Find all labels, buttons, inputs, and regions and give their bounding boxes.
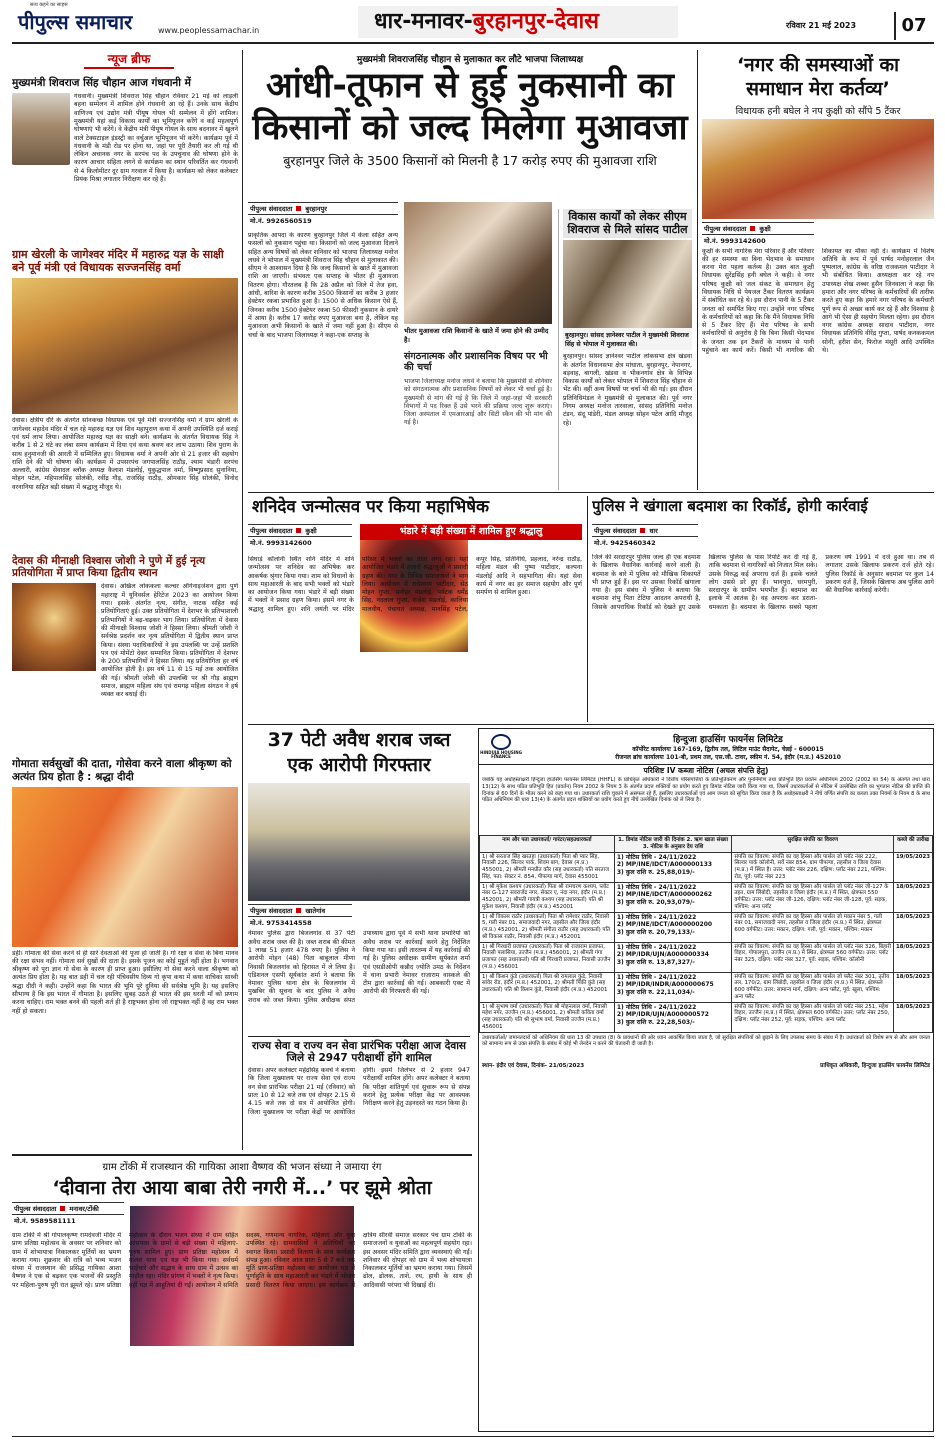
notice-intro: जबकि यह अधोहस्ताक्षरी हिन्दुजा हाउसिंग फायनेंस लिमिटेड (HHFL) के प्राधिकृत अधिकारी ने वित्तीय परिसंपत्तियों के प्रतिभूतिकरण और पुनर्निर्माण तथा प्रतिभूति हित प्रवर्तन अधिनियम 2002 (2002 का 54) के अंतर्गत तथा धारा 13(12) के साथ पठित प्रतिभूति हित (प्रवर्तन) नियम 2002 के नियम 3 के अंतर्गत प्रदत्त शक्तियों का प्रयोग करते हुए डिमांड नोटिस जारी किया गया था, जिसमें उधारकर्ताओं से नोटिस में उल्लेखित राशि का भुगतान नोटिस की प्राप्ति की दिनांक से 60 दिनों के भीतर करने को कहा गया था। उधारकर्ता राशि चुकाने में असफल रहे हैं, इसलिए उधारकर्ताओं एवं आम जनता को सूचित किया जाता है कि अधोहस्ताक्षरी ने नीचे वर्णित संपत्ति का कब्जा उक्त नियमों के नियम 8 के साथ पठित अधिनियम की धारा 13(4) के अंतर्गत प्रदत्त शक्तियों का प्रयोग करते हुए नीचे उल्लेखित दिनांक को ले लिया है। [482,777,930,804]
lead-subsection-title: संगठनात्मक और प्रशासनिक विषय पर भी की चर्चा [404,351,548,373]
notice-notice-date: 1) नोटिस तिथि - 24/11/2022 [616,1003,697,1011]
brand-logo: पीपुल्स समाचार [18,10,133,34]
mla-body: कुक्षी के सभी नागरिक मेरा परिवार हैं और परिवार की हर समस्या का बिना भेदभाव के समाधान करना मेरा पहला कर्तव्य है। उक्त बात कुक्षी विधायक सुरेंद्रसिंह हनी बघेल ने कही। वे नगर परिषद कुक्षी को जल संकट के समाधान हेतु विधायक निधि से पेयजल टैंकर वितरण कार्यक्रम में संबोधित कर रहे थे। इस दौरान पानी के 5 टैंकर जनता को समर्पित किए गए। उन्होंने नगर परिषद के कर्मचारियों को कहा कि कि मैंने विधायक निधि से 5 टैंकर दिए हैं। मेरा परिषद के सभी कर्मचारियों से अनुरोध है कि बिना किसी भेदभाव के जनता तक इन टैंकरों के माध्यम से पानी पहुंचाने का कार्य करें। किसी भी नागरिक की शिकायत का मौका नहीं दें। कार्यक्रम में विशेष अतिथि के रूप में पूर्व पार्षद मनोहरलाल जैन पुष्पलाल, कांग्रेस के वरिष्ठ राजकमल पाटीदार ने भी संबोधित किया। अध्यक्षता कर रहे नप उपाध्यक्ष शेख शब्बर हुसैन जिनवाला ने कहा कि हमारा और नगर परिषद के कर्मचारियों की तारीफ करते हुए कहा कि हमारे नगर परिषद के कर्मचारी पूर्ण रूप से अच्छा कार्य कर रहे हैं और विश्वास है आगे भी ऐसा ही सहयोग मिलता रहेगा। इस दौरान नगर कांग्रेस अध्यक्ष सादाव पाटीदार, नगर विधायक प्रतिनिधि वीरेंद्र गुप्ता, पार्षद कनककमल सोनी, हरीश सेन, फिरोज मंसूरी आदि उपस्थित थे। [702,247,934,355]
notice-amount: 3) कुल राशि रु. 22,11,034/- [616,988,695,996]
police-byline-box [592,524,698,548]
liquor-title-2: एक आरोपी गिरफ्तार [287,753,431,776]
section-title-red: बुरहानपुर-देवास [472,9,600,34]
notice-borrower: 1) श्री सरताज सिंह खरतहा (उधारकर्ता) पिता श्री प्यार सिंह, निवासी 226, सिल्वर पार्क, शिवम बाग, देवास (म.प्र.) 455001, 2) श्रीमती मनप्रीत कौर (सह उधारकर्ता) पति सरताज सिंह, पता: सेक्टर नं. 854, पीपल्या मार्ग, देवास 455001 [480,852,615,882]
mla-mobile: मो.नं. 9993142600 [704,236,766,245]
lead-right-divider [697,50,698,490]
notice-account: 2) MP/INE/IDCT/A000000262 [616,891,713,898]
notice-amount: 3) कुल राशि रु. 13,87,327/- [616,958,695,966]
page-number: 07 [894,12,932,40]
lead-headline-2: किसानों को जल्द मिलेगा मुआवजा [252,108,688,148]
notice-possession-date: 18/05/2023 [894,912,933,942]
liquor-mobile: मो.नं. 9753414558 [250,919,312,928]
brief-2-photo [12,278,238,414]
notice-notice-date: 1) नोटिस तिथि - 24/11/2022 [616,943,697,951]
notice-signatory: प्राधिकृत अधिकारी, हिन्दुजा हाउसिंग फायनेंस लिमिटेड [820,1062,930,1069]
notice-row [480,972,933,1002]
notice-amount: 3) कुल राशि रु. 20,79,133/- [616,928,695,936]
middle-horizontal-rule [248,492,934,493]
mla-subhead: विधायक हनी बघेल ने नप कुक्षी को सौंपे 5 टैंकर [735,105,901,117]
notice-possession-date: 19/05/2023 [894,852,933,882]
brief-1-photo [12,93,70,165]
notice-notice-date: 1) नोटिस तिथि - 24/11/2022 [616,913,697,921]
lower-horizontal-rule [248,724,934,725]
bhajan-byline: पीपुल्स संवाददाता मनावर/टोंकी [12,1202,124,1215]
col-date: कब्जे की तारीख [894,836,933,853]
masthead [0,0,945,44]
notice-amount: 3) कुल राशि रु. 25,88,019/- [616,868,695,876]
notice-amount: 3) कुल राशि रु. 22,28,503/- [616,1018,695,1026]
notice-account: 2) MP/IDR/INDR/A000000675 [616,981,714,988]
notice-loan-details [614,852,732,882]
shani-title: शनिदेव जन्मोत्सव पर किया महाभिषेक [252,497,490,517]
notice-possession-date: 18/05/2023 [894,882,933,912]
notice-property: संपत्ति का विवरण: संपत्ति का वह हिस्सा और पार्सल जो मकान नंबर 5, गली नंबर 01, समाजवादी नगर, तहसील व जिला इंदौर (म.प्र.) में स्थित, क्षेत्रफल 600 वर्गफीट। उत्तर: मकान, दक्षिण: गली, पूर्व: मकान, पश्चिम: मकान [732,912,894,942]
liquor-byline: पीपुल्स संवाददाता खातेगांव [248,904,352,917]
notice-row [480,942,933,972]
notice-possession-date: 18/05/2023 [894,972,933,1002]
mla-photo [702,119,934,219]
notice-row [480,1002,933,1032]
col-borrower: नाम और पता उधारकर्ता/ गारंटर/सहउधारकर्ता [480,836,615,853]
notice-row [480,882,933,912]
notice-property: संपत्ति का विवरण: संपत्ति का वह हिस्सा और पार्सल जो प्लॉट नंबर 222, सिल्वर पार्क कॉलोनी, सर्वे नंबर 854, ग्राम पीपल्या, तहसील व जिला देवास (म.प्र.) में स्थित है। उत्तर: प्लॉट नंबर 226, दक्षिण: प्लॉट नंबर 221, पश्चिम: रोड, पूर्व: प्लॉट नंबर 223 [732,852,894,882]
liquor-photo [248,783,470,901]
hinduja-notice [478,728,934,1432]
mp-meeting-box [558,209,692,490]
lead-photo [404,202,552,324]
notice-table-header [480,836,933,853]
mla-byline: पीपुल्स संवाददाता कुक्षी [702,222,814,235]
police-title: पुलिस ने खंगाला बदमाश का रिकॉर्ड, होगी कार्रवाई [592,497,868,515]
section-title-black: धार-मनावर- [374,9,473,34]
notice-row [480,852,933,882]
mp-box-title: विकास कार्यों को लेकर सीएम शिवराज से मिले सांसद पाटील [563,209,692,238]
mla-story [702,54,934,490]
notice-header [479,729,933,765]
brand-tagline: सत्य कहने का साहस [30,2,68,8]
notice-address-2: रीजनल ब्रांच कार्यालयः 101-बी, प्रथम तल, एस.जी. टावर, स्कीम नं. 54, इंदौर (म.प्र.) 452010 [615,754,841,761]
notice-property: संपत्ति का विवरण: संपत्ति का वह हिस्सा और पार्सल जो फ्लैट नंबर 301, तृतीय तल, 170/2, ग्राम लिंबोदी, तहसील व जिला इंदौर (म.प्र.) में स्थित, क्षेत्रफल 600 वर्गफीट। उत्तर: सामान्य मार्ग, दक्षिण: अन्य फ्लैट, पूर्व: खुला, पश्चिम: अन्य फ्लैट [732,972,894,1002]
shani-body: सिंघाड़े कॉलोनी स्थित शनि मंदिर में शनि जन्मोत्सव पर शनिदेव का अभिषेक कर आकर्षक श्रृंगार किया गया। शाम को विधानों के साथ महाआरती के बाद सभी भक्तों को भंडारे का आयोजन किया गया। भंडारे में बड़ी संख्या में भक्तों ने प्रसाद ग्रहण किया। इसमें नगर के श्रद्धालु शामिल हुए। शनि जयंती पर मंदिर परिसर में भक्तों का तांता लगा रहा। यहां आयोजित भंडारे में हजारों श्रद्धालुओं ने प्रसादी ग्रहण की। नगर के विभिन्न समाजजनों ने भाग लिया। आयोजन में राधेश्याम पाटीदार, सेठ मोहन गुप्ता, मनोहर मंडलोई, पर्यटक धर्मेंद्र सिंह, नंदलाल गुप्ता, राजेश मंडलोई, कालिया मालवीय, पंचायत अध्यक्ष, मानसिंह पटेल, कपूर सिंह, प्रतिनिधि, प्रहलाद, नरेन्द्र राठौड़, महिला मंडल की पुष्पा पाटीदार, कल्पना मंडलोई आदि ने सहभागिता की। यहां सेवा कार्य में नगर का हर समाज सहयोग और पूर्ण समर्पण से शामिल हुआ। [248,556,582,613]
news-brief-label: न्यूज ब्रीफ [84,50,174,69]
notice-row [480,912,933,942]
notice-account: 2) MP/IDR/UJN/A000000334 [616,951,709,958]
lead-headline-1: आंधी-तूफान से हुई नुकसानी का [266,66,674,106]
bottom-rule [12,1436,934,1437]
issue-date: रविवार 21 मई 2023 [786,21,857,30]
notice-property: संपत्ति का विवरण: संपत्ति का वह हिस्सा और पार्सल जो प्लॉट नंबर 326, बिहारी विहार, गोपालपुरा, उज्जैन (म.प्र.) में स्थित, क्षेत्रफल 560 वर्गफीट। उत्तर: प्लॉट नंबर 325, दक्षिण: प्लॉट नंबर 327, पूर्व: सड़क, पश्चिम: कॉलोनी [732,942,894,972]
section-title [358,6,678,38]
brief-3-photo [12,583,96,671]
notice-account: 2) MP/INE/IDCT/A000000133 [616,861,713,868]
news-brief-column [12,50,238,1150]
mp-box-photo [563,240,692,328]
notice-notice-date: 1) नोटिस तिथि - 24/11/2022 [616,883,697,891]
lead-subhead: बुरहानपुर जिले के 3500 किसानों को मिलनी है 17 करोड़ रुपए की मुआवजा राशि [283,153,657,168]
brief-1-title: मुख्यमंत्री शिवराज सिंह चौहान आज गंधवानी में [12,77,191,89]
notice-table [479,835,933,1033]
notice-appendix: परिशिष्ट IV कब्जा नोटिस (अचल संपत्ति हेतु) [643,766,769,775]
shani-byline-box [248,524,352,548]
lead-story [248,52,692,490]
bhajan-mobile: मो.नं. 9589581111 [14,1217,76,1225]
notice-property: संपत्ति का विवरण: संपत्ति का वह हिस्सा और पार्सल जो प्लॉट नंबर 251, महेश विहार, उज्जैन (म.प्र.) में स्थित, क्षेत्रफल 600 वर्गफीट। उत्तर: प्लॉट नंबर 250, दक्षिण: प्लॉट नंबर 252, पूर्व: सड़क, पश्चिम: अन्य प्लॉट [732,1002,894,1032]
mp-box-body: बुरहानपुर। सांसद ज्ञानेश्वर पाटील लोकसभा क्षेत्र खंडवा के अंतर्गत विधानसभा क्षेत्र मांधाता, बुरहानपुर, नेपानगर, बड़वाह, बागली, खंडवा व भीकनगांव क्षेत्र के विभिन्न विकास कार्यों को लेकर भोपाल में शिवराज सिंह चौहान से भेंट की। वहीं अन्य विषयों पर चर्चा भी की गई। इस दौरान प्रतिनिधिमंडल ने मुख्यमंत्री से मुलाकात की। पूर्व नगर निगम अध्यक्ष मनोज तारवाला, सांसद प्रतिनिधि मनोज टंडन, संदू पांडेरी, मंडल अध्यक्ष सोहन पटेल आदि मौजूद रहे। [563,353,692,427]
notice-company: हिन्दुजा हाउसिंग फायनेंस लिमिटेड [673,735,783,745]
notice-loan-details [614,942,732,972]
liquor-story [248,728,470,1034]
notice-borrower: 1) श्री गिरधारी प्रजापत (उधारकर्ता) पिता श्री राजाराम प्रजापत, निवासी पलासिया, उज्जैन (म.प्र.) 456001, 2) श्रीमती गंगा प्रजापत (सह उधारकर्ता) पति श्री गिरधारी प्रजापत, निवासी उज्जैन (म.प्र.) 456001 [480,942,615,972]
lead-subsection-body: भाजपा जिलाध्यक्ष मनोज लधवे ने बताया कि मुख्यमंत्री से शनिवार को संगठनात्मक और प्रशासनिक विषयों को लेकर भी चर्चा हुई है। मुख्यमंत्री से मांग की गई है कि जिले में जहां-जहां भी सरकारी विभागों में पद रिक्त हैं उसे भरने की प्रक्रिया जल्द शुरू कराएं। जिला अस्पताल में एमआरआई और सिटी स्कैन की भी मांग की गई है। [404,378,552,427]
notice-property: संपत्ति का विवरण: संपत्ति का वह हिस्सा और पार्सल जो प्लॉट नंबर जी-127 के तहत, ग्राम लिंबोदी, तहसील व जिला इंदौर (म.प्र.) में स्थित, क्षेत्रफल 550 वर्गफीट। उत्तर: प्लॉट नंबर जी-126, दक्षिण: प्लॉट नंबर जी-128, पूर्व: सड़क, पश्चिम: अन्य प्लॉट [732,882,894,912]
notice-footer [479,1061,933,1069]
notice-address-1: कॉर्पोरेट कार्यालयः 167-169, द्वितीय तल, लिटिल माउंट सैदापेट, चेन्नई - 600015 [632,746,824,753]
notice-loan-details [614,912,732,942]
notice-possession-date: 18/05/2023 [894,942,933,972]
notice-amount: 3) कुल राशि रु. 20,93,079/- [616,898,695,906]
masthead-rule [12,42,934,44]
brief-2-body: देवास। क्षेत्रीय दौरे के अंतर्गत सोनकच्छ विधायक एवं पूर्व मंत्री सज्जनसिंह वर्मा ने ग्राम खेरली के जागेश्वर महादेव मंदिर में चल रहे महारुद्र यज्ञ एवं शिव महापुराण कथा में अपनी उपस्थिति दर्ज कराई एवं धर्म लाभ लिया। आयोजित महारुद्र यज्ञ का साक्षी बने। कार्यक्रम के अंतर्गत विधायक सिंह ने करीब 1 से 2 घंटे का लंबा समय कार्यक्रम में दिया एवं कथा श्रवण कर लाभ उठाया। शिव पुराण के साथ हनुमानजी की आरती में सम्मिलित हुए। विधायक वर्मा ने अपनी ओर से 21 हजार की सहयोग राशि देने की भी घोषणा की। कार्यक्रम में उपसरपंच जगपालसिंह राठौड़, श्याम भंडारी सरपंच अल्लारी, कांग्रेस सेवादल ब्लॉक अध्यक्ष कैलाश मंडलोई, युकुद्धपाल वर्मा, विष्णुप्रसाद सुनानिया, मोहन पटेल, महिपालसिंह सोलंकी, रवींद्र गौड़, राजसिंह राठौड़, ओमकार सिंह सोलंकी, विनोद वरनानिया सहित बड़ी संख्या में श्रद्धालु मौजूद थे। [12,417,238,491]
brief-2-title: ग्राम खेरली के जागेश्वर मंदिर में महारुद्र यज्ञ के साक्षी बने पूर्व मंत्री एवं विधायक सज्जनसिंह वर्मा [12,248,224,274]
notice-loan-details [614,882,732,912]
exam-title: राज्य सेवा व राज्य वन सेवा प्रारंभिक परीक्षा आज देवास जिले से 2947 परीक्षार्थी होंगे शामिल [251,1040,467,1065]
notice-borrower: 1) श्री किशन कुंडे (उधारकर्ता) पिता श्री रामलाल कुंडे, निवासी सांवेर रोड, इंदौर (म.प्र.) 452001, 2) श्रीमती पिंकी कुंडे (सह उधारकर्ता) पति श्री किशन कुंडे, निवासी इंदौर (म.प्र.) 452001 [480,972,615,1002]
notice-loan-details [614,1002,732,1032]
exam-story [248,1036,470,1152]
mp-box-caption: बुरहानपुर। सांसद ज्ञानेश्वर पाटील ने मुख्यमंत्री शिवराज सिंह से भोपाल में मुलाकात की। [563,328,692,350]
police-story [592,496,934,722]
police-mobile: मो.नं. 9425460342 [594,539,656,547]
police-byline: पीपुल्स संवाददाता धार [592,524,698,537]
lead-body: प्राकृतिक आपदा के कारण बुरहानपुर जिले में केला सहित अन्य फसलों को नुकसान पहुंचा था। किसानों को जल्द मुआवजा दिलाने सहित अन्य विषयों को लेकर शनिवार को भाजपा जिलाध्यक्ष मनोज लधवे ने भोपाल में मुख्यमंत्री शिवराज सिंह चौहान से मुलाकात की। सीएम ने आश्वासन दिया है कि जल्द किसानों के खाते में मुआवजा राशि आ जाएगी। संभवतः एक सप्ताह के भीतर ही मुआवजा वितरण होगा। गौरतलब है कि 28 अप्रैल को जिले में तेज हवा, आंधी, बारिश के कारण करीब 3500 किसानों का करीब 3 हजार हेक्टेयर रकबा प्रभावित हुआ है। 1500 से अधिक किसान ऐसे हैं, जिनका करीब 1500 हेक्टेयर रकबा 50 फीसदी नुकसान के दायरे में आया है। करीब 17 करोड़ रुपए मुआवजा बना है, लेकिन यह मुआवजा अभी किसानों के खाते में जमा नहीं हुआ है। सीएम से चर्चा के बाद भाजपा जिलाध्यक्ष ने कहा-एक सप्ताह के [248,232,398,339]
bhajan-body: ग्राम टोंकी में श्री गोपालकृष्ण रामदेवजी मंदिर में प्राण प्रतिष्ठा महोत्सव के अवसर पर शनिवार को ग्राम में शोभायात्रा निकालकर मूर्तियों का भ्रमण कराया गया। शुक्रवार की रात्रि को भव्य भजन संध्या में राजस्थान की प्रसिद्ध गायिका आशा वैष्णव ने एक से बढ़कर एक भजनों की प्रस्तुति पर महिला-पुरुष पूरी रात झूमते रहे। प्राण प्रतिष्ठा महोत्सव के दौरान भजन संध्या में ग्राम सहित आसपास के ग्रामों से बड़ी संख्या में महिलाएं-पुरुष शामिल हुए। प्राण प्रतिष्ठा महोत्सव में कलश यात्रा एवं यज्ञ भी किया गया। सर्वधर्म भाईचारे और सद्भाव के साथ ग्राम में उत्सव का माहौल रहा। मंदिर प्रांगण में भक्तों ने नृत्य किया। वहीं यज्ञ में आहुतियां दी गईं। आयोजन में समिति सदस्य, गणमान्य नागरिक, महिलाएं और युवा उपस्थित रहे। ग्रामवासियों ने अतिथियों का स्वागत किया। प्रसादी वितरण के साथ कार्यक्रम संपन्न हुआ। रविवार आज प्रातः 5 से 7 बजे तक मूर्ति प्राण-प्रतिष्ठा महोत्सव का आयोजन यज्ञ में पूर्णाहुति के साथ महाआरती कर भंडारे में भोजन प्रसादी वितरण किया जाएगा। इस कार्यक्रम में क्षत्रिय सीरवी समाज सरकार पंच ग्राम टोंकी के समाजजनों व युवाओं का महत्वपूर्ण सहयोग रहा। इस अवसर मंदिर समिति द्वारा व्यवस्थाएं की गईं। शनिवार की दोपहर को ग्राम में भव्य शोभायात्रा निकालकर मूर्तियों का भ्रमण कराया गया। जिसमें ढोल, ढोलक, ताशे, रथ, हाथी के साथ ही आदिवासी परंपरा भी दिखाई दी। [12,1232,472,1289]
bhajan-story [12,1154,472,1436]
bhajan-kicker: ग्राम टोंकी में राजस्थान की गायिका आशा वैष्णव की भजन संध्या ने जमाया रंग [102,1162,382,1173]
liquor-title-1: 37 पेटी अवैध शराब जब्त [267,729,451,751]
shani-byline: पीपुल्स संवाददाता कुक्षी [248,524,352,537]
notice-place: स्थान- इंदौर एवं देवास, दिनांक- 21/05/2023 [482,1062,585,1069]
mla-title-2: समाधान मेरा कर्तव्य’ [746,77,890,100]
brief-4-title: गोमाता सर्वसुखों की दाता, गोसेवा करने वाला श्रीकृष्ण को अत्यंत प्रिय होता है : श्रद्धा दीदी [12,758,232,783]
bhajan-title: ‘दीवाना तेरा आया बाबा तेरी नगरी में...’ पर झूमे श्रोता [52,1177,432,1199]
brief-4-body: डही। गोमाता की सेवा करने से ही सारे देवताओं की पूजा हो जाती है। गो रक्षा व सेवा के बिना मानव की रक्षा संभव नहीं। गोमाता सर्व सुखों की दाता है। इसके पूजन का कोई मुहूर्त नहीं होता है। भगवान श्रीकृष्ण को पूरा ज्ञान गो सेवा के कारण ही प्राप्त हुआ। इसीलिए गो सेवा करने वाला श्रीकृष्ण को अत्यंत प्रिय होता है। यह बात डही में चल रही पंचिवसीय दिव्य गो कृपा कथा में कथा वाचिका साध्वी श्रद्धा दीदी ने कही। उन्होंने कहा कि भारत की भूमि पूरे दुनिया की सर्वश्रेष्ठ भूमि है। यह इसलिए सौभाग्य है कि इस भारत में गौमाता है। इसलिए सुबह उठते ही भारत की इस धरती माँ को प्रणाम करना चाहिए। राम भक्त बनने की पहली शर्त ही है राष्ट्रभक्त होना जो राष्ट्रभक्त नहीं है वह राम भक्त नहीं हो सकता। [12,949,238,1015]
lead-photo-caption: भीतर मुआवजा राशि किसानों के खाते में जमा होने की उम्मीद है। [404,327,549,344]
mla-title-1: ‘नगर की समस्याओं का [736,54,900,76]
bhajan-byline-box [12,1202,124,1226]
notice-footnote: उधारकर्ताओं/ जमानतदारों को अधिनियम की धारा 13 की उपधारा (8) के प्रावधानों की ओर ध्यान आकर्षित किया जाता है, जो सुरक्षित संपत्तियों को छुड़ाने के लिए उपलब्ध समय के संबंध में है। उधारकर्ता को विशेष रूप से और आम जनता को सामान्य रूप से उक्त संपत्ति के संबंध में कोई भी लेनदेन न करने की चेतावनी दी जाती है। [482,1034,930,1048]
notice-borrower: 1) श्री विकास राठौर (उधारकर्ता) पिता श्री रामेश्वर राठौर, निवासी 5, गली नंबर 01, समाजवादी नगर, तहसील और जिला इंदौर (म.प्र.) 452001, 2) श्रीमती संगीता राठौर (सह उधारकर्ता) पति श्री विकास राठौर, निवासी इंदौर (म.प्र.) 452001 [480,912,615,942]
hinduja-logo-mark [491,734,511,750]
shani-story [248,496,582,722]
liquor-body: नेमावर पुलिस द्वारा बिजलगांव से 37 पेटी अवैध शराब जब्त की है। जब्त शराब की कीमत 1 लाख 51 हजार 478 रुपए है। पुलिस ने आरोपी मोहन (48) पिता बाबूलाल मीणा निवासी बिजलगांव को हिरासत में ले लिया है। एडिशनल एसपी सूर्यकांत शर्मा ने बताया कि नेमावर पुलिस थाना क्षेत्र के बिजलगांव में मुखबिर की सूचना के बाद पुलिस ने अवैध शराब को जब्त किया। पुलिस अधीक्षक संपत उपाध्याय द्वारा पूर्व में सभी थाना प्रभारियों को अवैध शराब पर कार्रवाई करने हेतु निर्देशित किया गया था। इसी तारतम्य में यह कार्रवाई की गई है। पुलिस अधीक्षक ग्रामीण सूर्यकांत शर्मा एवं एसडीओपी कन्नौद ज्योति उमठ के निर्देशन में थाना प्रभारी नेमावर राजाराम वास्कले की टीम द्वारा कार्रवाई की गई। आबकारी एक्ट में आरोपी की गिरफ्तारी की गई। [248,930,470,1004]
col-notice: 1. डिमांड नोटिस जारी की दिनांक 2. ऋण खाता संख्या 3. नोटिस के अनुसार देय राशि [614,836,732,853]
shani-police-divider [587,496,588,722]
site-url[interactable]: www.peoplessamachar.in [158,26,260,35]
brief-1-body: गंधवानी। मुख्यमंत्री शिवराज सिंह चौहान रविवार 21 मई को लाड़ली बहना सम्मेलन में शामिल होने गंधवानी आ रहे हैं। उनके साथ केंद्रीय वाणिज्य एवं उद्योग मंत्री पीयूष गोयल भी सम्मेलन में होंगे शामिल। मुख्यमंत्री यहां कई विकास कार्यों का भूमिपूजन करेंगे व कई महत्वपूर्ण घोषणाएं भी करेंगे। वे केंद्रीय मंत्री पीयूष गोयल के साथ बदनावर में खुलने वाले टेक्सटाइल इंडस्ट्री का वर्चुअल भूमिपूजन भी करेंगे। कार्यक्रम पूर्व में गंधवानी के मंडी रोड पर होना था, जहां पर पूरी तैयारी कर ली गई थी लेकिन अचानक नगर के सरपंच पद के उपचुनाव की घोषणा होने के कारण आचार संहिता लगने से कार्यक्रम का स्थान परिवर्तित कर गंधवानी से 4 किलोमीटर दूर ग्राम गरवाल में किया है। कार्यक्रम को लेकर कलेक्टर प्रियंक मिश्रा लगातार निरीक्षण कर रहे हैं। [74,93,238,184]
hinduja-logo: HINDUJA HOUSING FINANCE [479,730,523,764]
shani-mobile: मो.नं. 9993142600 [250,539,312,547]
col-property: सुरक्षित संपत्ति का विवरण [732,836,894,853]
exam-body: देवास। अपर कलेक्टर महेंद्रसिंह कवचे ने बताया कि जिला मुख्यालय पर राज्य सेवा एवं राज्य वन सेवा प्रारंभिक परीक्षा 21 मई (रविवार) को प्रातः 10 से 12 बजे तक एवं दोपहर 2.15 से 4.15 बजे तक दो सत्र में आयोजित होगी। जिला मुख्यालय पर परीक्षा केंद्रों पर आयोजित होगी। इसमें जिलेभर से 2 हजार 947 परीक्षार्थी शामिल होंगे। अपर कलेक्टर ने बताया कि परीक्षा शांतिपूर्ण एवं सुचारू रूप से संपन्न कराने हेतु प्रत्येक परीक्षा केंद्र पर आवश्यक निरीक्षण करने हेतु उड़नदस्ते का गठन किया है। [248,1067,470,1116]
notice-possession-date: 18/05/2023 [894,1002,933,1032]
lead-mobile: मो.नं. 9926560519 [250,217,312,225]
notice-borrower: 1) श्री मुकेश कश्यप (उधारकर्ता) पिता श्री रामचरण कश्यप, प्लॉट नंबर G-127 सवराजेंद्र नगर, सेक्टर ए, नंदा नगर, इंदौर (म.प्र.) 452001, 2) श्रीमती गायत्री कश्यप (सह उधारकर्ता) पति श्री मुकेश कश्यप, निवासी इंदौर (म.प्र.) 452001 [480,882,615,912]
shani-photo-banner: भंडारे में बड़ी संख्या में शामिल हुए श्रद्धालु [360,524,582,540]
lead-kicker: मुख्यमंत्री शिवराजसिंह चौहान से मुलाकात कर लौटे भाजपा जिलाध्यक्ष [356,55,584,65]
notice-loan-details [614,972,732,1002]
brief-4-photo [12,787,238,947]
police-body: जिले की सरदारपुर पुलिस जल्द ही एक बदमाश के खिलाफ वैधानिक कार्रवाई करने वाली है। बदमाश के बारे में पुलिस को मौखिक शिकायतें भी प्राप्त हुई हैं। इस पर उसका रिकॉर्ड खंगाला गया है। इस संबंध में पुलिस ने बताया कि बदमाश शंभु पिता टेटिया आदतन अपराधी है, जिसके आपराधिक रिकॉर्ड को देखते हुए उसके खिलाफ पुलिस के पास रिपोर्ट कर दी गई है, ताकि बदमाश से नागरिकों को निजात मिल सके। उसके विरुद्ध कई अपराध दर्ज हैं। इसके चलते लोग उससे डरे हुए हैं। भानपुरा, धरमपुरी, सरदारपुर के ग्रामीण भयभीत हैं। बदमाश का इलाके में आतंक है। वह अपराध कर डराता-धमकाता है। बदमाश के खिलाफ सबसे पहला प्रकरण वर्ष 1991 में दर्ज हुआ था। तब से लगातार उसके खिलाफ प्रकरण दर्ज होते रहे। पुलिस रिकॉर्ड के अनुसार बदमाश पर कुल 14 प्रकरण दर्ज हैं, जिसके खिलाफ अब पुलिस आगे की वैधानिक कार्रवाई करेगी। [592,554,934,611]
notice-borrower: 1) श्री सुभाष वर्मा (उधारकर्ता) पिता श्री मोहनलाल वर्मा, निवासी महेश नगर, उज्जैन (म.प्र.) 456001, 2) श्रीमती कविता वर्मा (सह उधारकर्ता) पति श्री सुभाष वर्मा, निवासी उज्जैन (म.प्र.) 456001 [480,1002,615,1032]
lead-byline-box [248,202,398,226]
notice-account: 2) MP/INE/IDCT/A000000200 [616,921,713,928]
brief-3-title: देवास की मीनाक्षी विश्वास जोशी ने पुणे में हुई नृत्य प्रतियोगिता में प्राप्त किया द्वितीय स्थान [12,555,206,580]
notice-account: 2) MP/IDR/UJN/A000000572 [616,1011,709,1018]
brief-3-body: देवास। अखिल लोककला कल्चर ऑर्गनाइजेशन द्वारा पुणे महाराष्ट्र में यूनिवर्सल हेरिटेज 2023 का आयोजन किया गया। इसके अंतर्गत नृत्य, संगीत, नाटक सहित कई प्रतियोगिताएं हुई। उक्त प्रतियोगिता में देशभर के प्रतिभाशाली प्रतिभागियों ने बढ़-चढ़कर भाग लिया। प्रतियोगिता में देवास की मीनाक्षी विश्वास जोशी ने हिस्सा लिया। श्रीमती जोशी ने सर्वश्रेष्ठ प्रदर्शन कर नृत्य प्रतियोगिता में द्वितीय स्थान प्राप्त किया। संस्था पदाधिकारियों ने इस उपलब्धि पर उन्हें प्रशस्ति पत्र एवं मोमेंटो देकर सम्मानित किया। प्रतियोगिता में देशभर के 200 प्रतिभागियों ने हिस्सा लिया। यह प्रतियोगिता हर वर्ष आयोजित होती है। इस वर्ष 11 से 15 मई तक आयोजित की गई। श्रीमती जोशी की उपलब्धि पर श्री गौड़ ब्राह्मण समाज, ब्राह्मण महिला संघ एवं रामगढ़ महिला संगठन ने हर्ष व्यक्त कर बधाई दी। [101,583,238,699]
notice-notice-date: 1) नोटिस तिथि - 24/11/2022 [616,853,697,861]
lead-byline: पीपुल्स संवाददाता बुरहानपुर [248,202,398,215]
left-column-divider [242,50,243,1150]
notice-notice-date: 1) नोटिस तिथि - 24/11/2022 [616,973,697,981]
